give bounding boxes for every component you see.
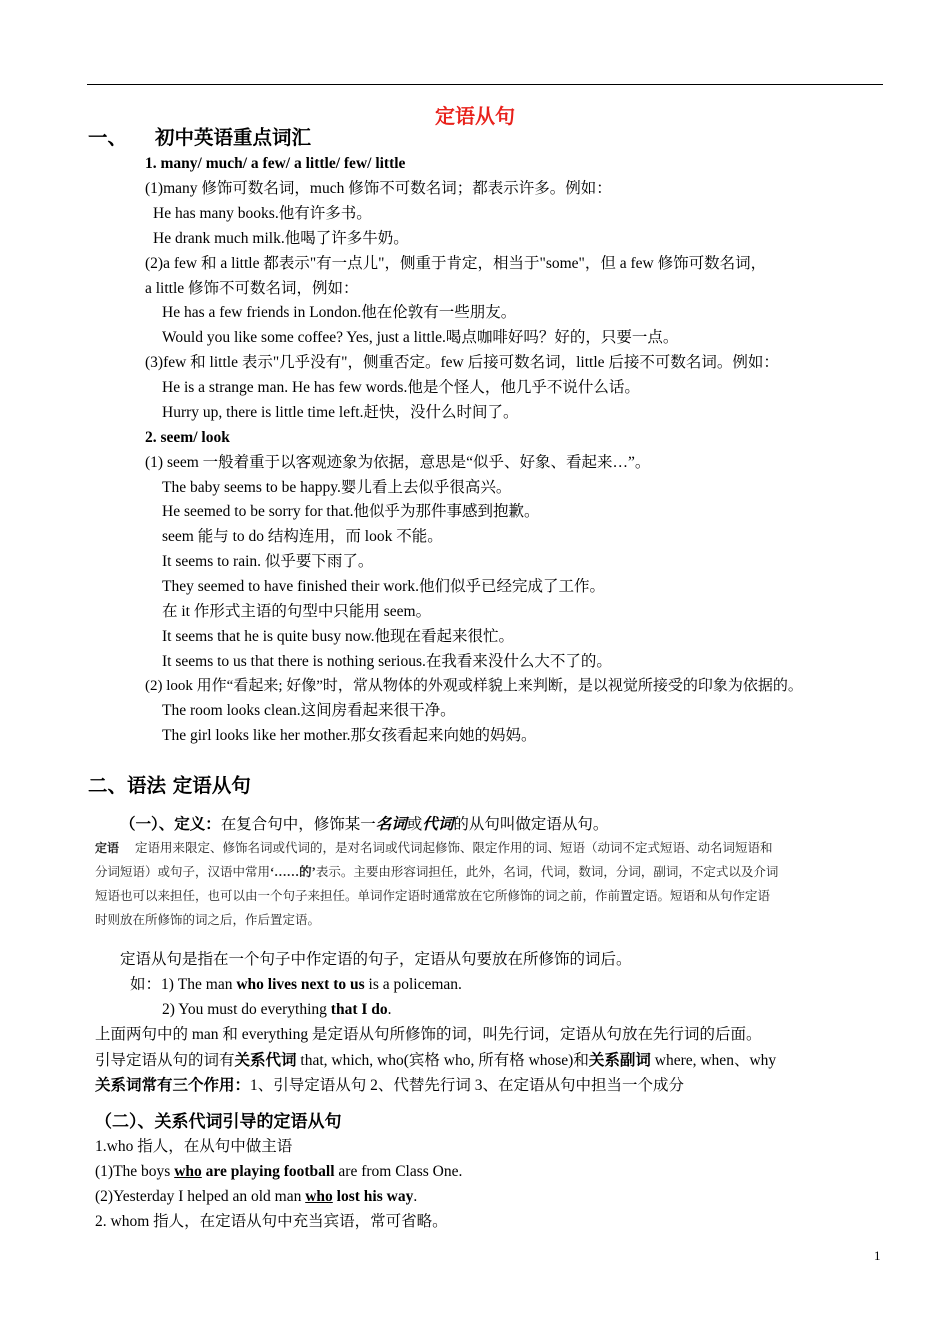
example-line [95,1162,462,1182]
text-line: The girl looks like her mother.那女孩看起来向她的妈妈。 [162,727,537,744]
example-line [95,1187,417,1207]
term-three-roles: 关系词常有三个作用： [95,1076,251,1094]
text-line: (2) look 用作“看起来; 好像”时，常从物体的外观或样貌上来判断，是以视觉所接受的印象为依据的。 [145,678,803,694]
text-line: (2)a few 和 a little 都表示"有一点儿"，侧重于肯定，相当于"some"，但 a few 修饰可数名词， [145,255,767,272]
note-line [95,863,778,881]
text-line: He drank much milk.他喝了许多牛奶。 [153,230,409,247]
text-line: It seems to rain. 似乎要下雨了。 [162,553,374,570]
text: where, when、why [650,1052,777,1069]
header-rule [87,84,883,85]
text-line: It seems that he is quite busy now.他现在看起来很忙。 [162,628,515,645]
example-line [162,1000,392,1020]
text-line: He has many books.他有许多书。 [153,205,372,222]
definition-pronoun: 代词 [422,816,454,833]
text: 引导定语从句的词有 [95,1052,235,1069]
note-line: 时则放在所修饰的词之后，作后置定语。 [95,913,321,927]
text-line: a little 修饰不可数名词，例如： [145,280,359,297]
definition-label: （一）、定义： [120,815,221,833]
text-line: (1)many 修饰可数名词，much 修饰不可数名词；都表示许多。例如： [145,180,612,197]
text-line: 1.who 指人，在从句中做主语 [95,1138,293,1155]
item1-title: 1. many/ much/ a few/ a little/ few/ little [145,155,406,172]
text: that, which, who(宾格 who, 所有格 whose)和 [296,1052,589,1069]
example-text: is a policeman. [364,976,462,993]
note-text: 表示。主要由形容词担任，此外，名词，代词，数词，分词，副词，不定式以及介词 [315,865,779,879]
page-number: 1 [874,1248,881,1263]
example-text: 2) You must do everything [162,1001,331,1018]
example-clause: lost his way [336,1188,414,1205]
note-label: 定语 [95,841,120,855]
definition-text: 在复合句中，修饰某一 [220,816,376,833]
relative-word: who [174,1163,202,1180]
text-line [95,1075,684,1096]
subsection2-heading: （二）、关系代词引导的定语从句 [95,1112,342,1132]
note-line: 短语也可以来担任，也可以由一个句子来担任。单词作定语时通常放在它所修饰的词之前，作前置定语。短语和从句作定语 [95,889,771,903]
definition-text: 或 [406,816,423,833]
text-line: It seems to us that there is nothing serious.在我看来没什么大不了的。 [162,653,612,670]
example-text: (1)The boys [95,1163,175,1180]
text-line: seem 能与 to do 结构连用，而 look 不能。 [162,528,443,545]
example-text: (2)Yesterday I helped an old man [95,1188,306,1205]
note-text: 定语用来限定、修饰名词或代词的，是对名词或代词起修饰、限定作用的词、短语（动词不定式短语、动名词短语和 [135,841,773,855]
text-line: He has a few friends in London.他在伦敦有一些朋友。 [162,304,517,321]
relative-word: who [305,1188,333,1205]
section1-heading [88,125,311,151]
section2-heading: 二、语法 定语从句 [88,774,251,797]
text-line: Would you like some coffee? Yes, just a little.喝点咖啡好吗？好的，只要一点。 [162,329,679,346]
text-line: 定语从句是指在一个句子中作定语的句子，定语从句要放在所修饰的词后。 [120,951,632,968]
note-emphasis: ‘……的’ [270,865,316,879]
text-line: Hurry up, there is little time left.赶快，没什么时间了。 [162,404,519,421]
text-line [95,1050,776,1071]
text-line: 上面两句中的 man 和 everything 是定语从句所修饰的词，叫先行词，定语从句放在先行词的后面。 [95,1026,762,1043]
example-line [130,975,462,995]
example-clause: are playing football [205,1163,335,1180]
text-line: (1) seem 一般着重于以客观迹象为依据，意思是“似乎、好象、看起来…”。 [145,454,651,471]
text-line: He seemed to be sorry for that.他似乎为那件事感到抱歉。 [162,503,540,520]
note-line [95,839,773,857]
text-line: The room looks clean.这间房看起来很干净。 [162,702,456,719]
document-title: 定语从句 [435,104,515,128]
example-text: 如：1) The man [130,976,237,993]
section1-heading-text: 初中英语重点词汇 [155,126,312,149]
example-text: . [387,1001,392,1018]
example-text: are from Class One. [334,1163,463,1180]
note-text: 分词短语）或句子，汉语中常用 [95,865,271,879]
term-relative-adverb: 关系副词 [588,1051,651,1069]
item2-title: 2. seem/ look [145,429,230,446]
text-line: The baby seems to be happy.婴儿看上去似乎很高兴。 [162,479,512,496]
definition-line [120,814,608,835]
example-clause: that I do [330,1001,388,1018]
example-text: . [413,1188,418,1205]
term-relative-pronoun: 关系代词 [234,1051,297,1069]
definition-text: 的从句叫做定语从句。 [453,816,609,833]
text-line: He is a strange man. He has few words.他是个怪人，他几乎不说什么话。 [162,379,640,396]
text-line: 2. whom 指人，在定语从句中充当宾语，常可省略。 [95,1213,448,1230]
section1-heading-num: 一、 [88,126,128,149]
text: 1、引导定语从句 2、代替先行词 3、在定语从句中担当一个成分 [250,1077,685,1094]
text-line: (3)few 和 little 表示"几乎没有"，侧重否定。few 后接可数名词，little 后接不可数名词。例如： [145,354,779,371]
definition-noun: 名词 [375,816,407,833]
text-line: They seemed to have finished their work.他们似乎已经完成了工作。 [162,578,605,595]
example-clause: who lives next to us [236,976,365,993]
text-line: 在 it 作形式主语的句型中只能用 seem。 [162,603,432,620]
